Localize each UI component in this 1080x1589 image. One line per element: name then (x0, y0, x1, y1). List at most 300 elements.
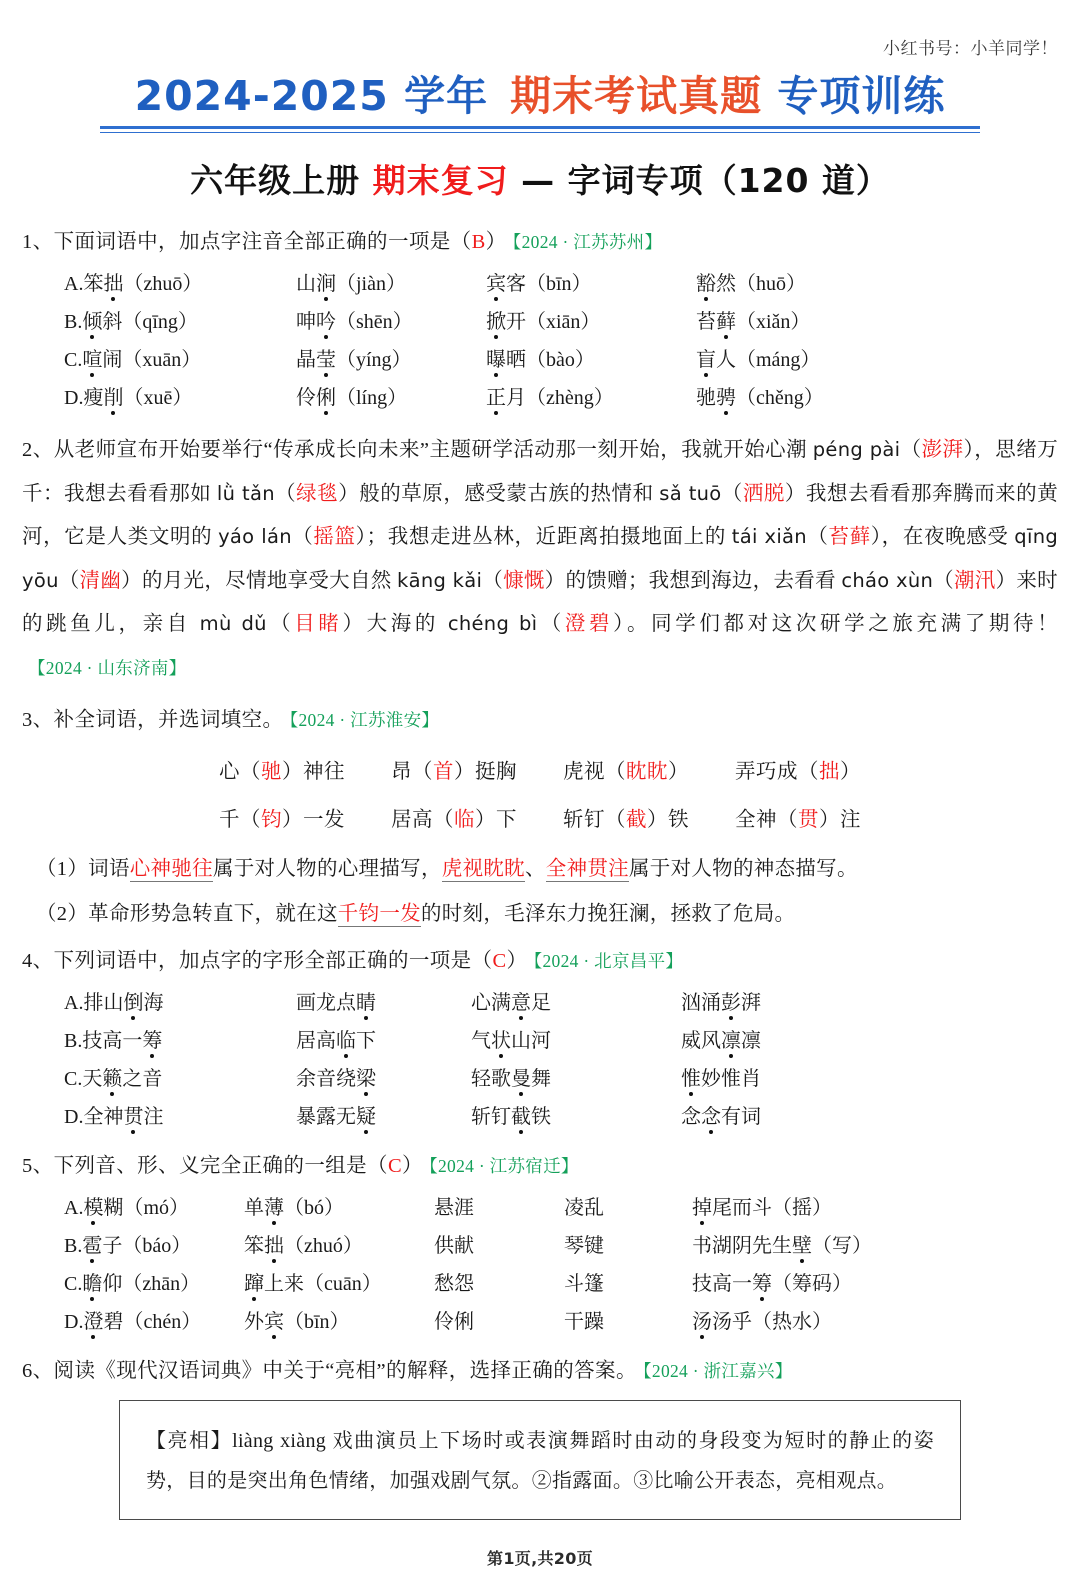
dotted-character: 掀 (486, 311, 506, 334)
option-cell (692, 1265, 1058, 1303)
question-4-stem (22, 945, 1058, 978)
pinyin-text: tái xiǎn (731, 525, 807, 549)
page-title (0, 73, 1080, 120)
option-cell (681, 1022, 1058, 1060)
question-6-stem (22, 1355, 1058, 1388)
option-cell (296, 984, 471, 1022)
dictionary-entry-box: 【亮相】liàng xiàng 戏曲演员上下场时或表演舞蹈时由动的身段变为短时的静止的姿势，目的是突出角色情绪，加强戏剧气氛。②指露面。③比喻公开表态，亮相观点。 (119, 1400, 961, 1520)
option-text: 笨 (244, 1235, 264, 1258)
pinyin-text: mù dǔ (199, 612, 267, 636)
option-cell (244, 1265, 434, 1303)
option-text: 干躁 (564, 1311, 604, 1334)
option-cell (471, 1098, 681, 1136)
dotted-character: 吟 (316, 311, 336, 334)
questions-container (0, 202, 1080, 1520)
filled-answer: 首 (433, 761, 454, 784)
question-6-source: 【2024 · 浙江嘉兴】 (642, 1361, 793, 1382)
option-text: （jiàn） (336, 273, 406, 296)
option-text: （yíng） (336, 349, 412, 372)
dotted-character: 蹿 (244, 1273, 264, 1296)
dotted-character: 临 (336, 1030, 356, 1053)
option-text: 山河 (511, 1030, 551, 1053)
filled-answer: 潮汛 (953, 569, 996, 592)
option-text: 人（máng） (716, 349, 821, 372)
pinyin-text: qīng yōu (22, 525, 1059, 592)
subtitle-review: 期末复习 (372, 161, 509, 201)
question-1-options (64, 265, 1058, 417)
question-4-number: 4、 (22, 949, 54, 972)
option-cell (64, 1265, 244, 1303)
option-text: （zhuó） (284, 1235, 363, 1258)
paragraph-text: （ (482, 569, 504, 592)
option-cell (64, 1022, 296, 1060)
paragraph-text: ）我想去看看那奔腾而来的黄河，它是人类文明的 (22, 482, 1059, 549)
dotted-character: 豁 (696, 273, 716, 296)
option-cell (471, 1060, 681, 1098)
dotted-character: 俐 (316, 387, 336, 410)
option-text: 斩钉 (471, 1106, 511, 1129)
paragraph-text: （ (806, 526, 829, 549)
idiom-text: 全神（ (735, 809, 798, 832)
idiom-text: 斩钉（ (563, 809, 626, 832)
dotted-character: 筹 (142, 1030, 163, 1053)
option-cell (486, 303, 696, 341)
option-label: D. (64, 387, 84, 410)
option-text: 瘦 (83, 387, 104, 410)
option-text: 开（xiān） (506, 311, 601, 334)
dotted-character: 壁 (792, 1235, 812, 1258)
idiom-item (735, 802, 861, 832)
option-cell (564, 1265, 692, 1303)
option-text: 苔 (696, 311, 716, 334)
option-cell (681, 1098, 1058, 1136)
option-text: （zhuō） (123, 273, 203, 296)
paragraph-text: ）的馈赠；我想到海边，去看看 (544, 569, 842, 592)
underlined-answer: 千钧一发 (337, 903, 421, 926)
question-5-answer: C (387, 1155, 403, 1178)
option-text: 晒（bào） (506, 349, 595, 372)
question-4-stem-tail: ） (506, 949, 528, 972)
option-text: 月（zhèng） (506, 387, 614, 410)
dotted-character: 拙 (103, 273, 124, 296)
option-text: 居高 (296, 1030, 336, 1053)
dotted-character: 念 (701, 1106, 721, 1129)
option-text: （líng） (336, 387, 408, 410)
filled-answer: 驰 (261, 761, 282, 784)
question-6-stem-text: 6、阅读《现代汉语词典》中关于“亮相”的解释，选择正确的答案。 (22, 1360, 637, 1383)
dotted-character: 拙 (264, 1235, 284, 1258)
idiom-text: ）神往 (282, 761, 345, 784)
dotted-character: 倒 (123, 992, 144, 1015)
paragraph-text: （ (721, 482, 743, 505)
option-cell (296, 341, 486, 379)
option-text: 威风 (681, 1030, 721, 1053)
option-text: 注 (143, 1106, 164, 1129)
question-1-answer: B (471, 231, 486, 254)
title-exam-part: 期末考试真题 (510, 72, 763, 120)
option-text: 汤乎（热水） (712, 1311, 832, 1334)
idiom-row (22, 793, 1058, 841)
option-text: 汹涌 (681, 992, 721, 1015)
option-text: 外 (244, 1311, 264, 1334)
idiom-text: ） (668, 761, 689, 784)
option-text: 客（bīn） (506, 273, 592, 296)
dotted-character: 掉 (692, 1197, 712, 1220)
option-text: 技高一 (692, 1273, 752, 1296)
dotted-character: 骋 (716, 387, 736, 410)
option-text: 山 (296, 273, 316, 296)
question-5-stem (22, 1150, 1058, 1183)
option-text: （筹码） (772, 1273, 852, 1296)
option-label: D. (64, 1106, 84, 1129)
question-3-source: 【2024 · 江苏淮安】 (289, 710, 440, 731)
underlined-answer: 全神贯注 (545, 858, 629, 881)
option-text: 愁怨 (434, 1273, 474, 1296)
pinyin-text: lǜ tǎn (216, 481, 275, 505)
option-text: 晶 (296, 349, 316, 372)
idiom-text: ）注 (819, 809, 861, 832)
option-label: B. (64, 1030, 83, 1053)
option-text: 书湖阴先生 (692, 1235, 792, 1258)
dotted-character: 模 (83, 1197, 104, 1220)
pinyin-text: chéng bì (447, 612, 538, 636)
option-text: 暴露无 (296, 1106, 356, 1129)
option-text: 妙惟肖 (701, 1068, 761, 1091)
option-cell (692, 1227, 1058, 1265)
question-1-stem-tail: ） (485, 231, 507, 254)
idiom-text: 心（ (219, 761, 261, 784)
option-text: 单 (244, 1197, 264, 1220)
option-cell (564, 1227, 692, 1265)
pinyin-text: cháo xùn (841, 568, 934, 592)
dotted-character: 贯 (123, 1106, 144, 1129)
option-text: 伶 (296, 387, 316, 410)
option-text: 琴键 (564, 1235, 604, 1258)
option-cell (696, 341, 1058, 379)
option-cell (696, 265, 1058, 303)
idiom-item (563, 802, 689, 832)
option-text: 凛 (741, 1030, 761, 1053)
option-text: 笨 (83, 273, 104, 296)
paragraph-text: 2、从老师宣布开始要举行“传承成长向未来”主题研学活动那一刻开始，我就开始心潮 (22, 439, 813, 462)
option-label: D. (64, 1311, 84, 1334)
option-text: 铁 (531, 1106, 551, 1129)
option-cell (64, 1303, 244, 1341)
paragraph-text: ）大海的 (342, 613, 448, 636)
option-text: 之音 (122, 1068, 163, 1091)
idiom-text: 弄巧成（ (735, 761, 819, 784)
subtitle-grade: 六年级上册 (190, 161, 361, 201)
title-block (0, 73, 1080, 202)
filled-answer: 截 (626, 809, 647, 832)
dotted-character: 意 (511, 992, 531, 1015)
paragraph-text: ）。同学们都对这次研学之旅充满了期待！ (613, 613, 1058, 636)
option-cell (64, 1098, 296, 1136)
option-cell (564, 1303, 692, 1341)
dotted-character: 睛 (356, 992, 376, 1015)
option-label: B. (64, 1235, 83, 1258)
option-cell (296, 379, 486, 417)
dotted-character: 削 (103, 387, 124, 410)
paragraph-text: （ (266, 613, 295, 636)
dotted-character: 喧 (82, 349, 103, 372)
option-cell (434, 1227, 564, 1265)
option-text: 凌乱 (564, 1197, 604, 1220)
option-text: 海 (143, 992, 164, 1015)
dotted-character: 梁 (356, 1068, 376, 1091)
option-cell (434, 1189, 564, 1227)
option-cell (296, 265, 486, 303)
question-4-stem-text: 下列词语中，加点字的字形全部正确的一项是（ (53, 949, 493, 972)
question-2 (22, 429, 1058, 690)
dotted-character: 雹 (82, 1235, 103, 1258)
sub-question-text: 属于对人物的心理描写， (212, 858, 442, 881)
filled-answer: 慷慨 (503, 569, 545, 592)
question-source: 【2024 · 山东济南】 (28, 657, 187, 678)
option-text: 碧（chén） (103, 1311, 202, 1334)
dotted-character: 正 (486, 387, 506, 410)
option-cell (64, 1060, 296, 1098)
underlined-answer: 心神驰往 (129, 858, 213, 881)
page-subtitle (0, 155, 1080, 202)
sub-question-text: 属于对人物的神态描写。 (628, 858, 858, 881)
pinyin-text: péng pài (812, 438, 901, 462)
title-year-part: 2024-2025 学年 (134, 72, 489, 120)
option-text: （xiǎn） (736, 311, 811, 334)
question-3-subquestions (22, 853, 1058, 931)
idiom-text: ）一发 (282, 809, 345, 832)
sub-question-text: 、 (524, 858, 546, 881)
option-cell (692, 1303, 1058, 1341)
option-label: A. (64, 992, 84, 1015)
option-cell (486, 341, 696, 379)
option-label: A. (64, 273, 84, 296)
question-4-source: 【2024 · 北京昌平】 (533, 950, 684, 971)
filled-answer: 澄碧 (564, 613, 614, 636)
filled-answer: 贯 (798, 809, 819, 832)
option-text: 下 (356, 1030, 376, 1053)
option-text: 子（báo） (102, 1235, 192, 1258)
idiom-text: 昂（ (391, 761, 433, 784)
option-label: A. (64, 1197, 84, 1220)
option-cell (244, 1227, 434, 1265)
dotted-character: 惟 (681, 1068, 701, 1091)
social-handle-note: 小红书号：小羊同学！ (883, 39, 1058, 59)
paragraph-text: （ (58, 569, 80, 592)
paragraph-text: ）般的草原，感受蒙古族的热情和 (338, 482, 660, 505)
question-1-stem-text: 下面词语中，加点字注音全部正确的一项是（ (53, 231, 472, 254)
filled-answer: 临 (454, 809, 475, 832)
option-cell (64, 303, 296, 341)
option-label: C. (64, 1273, 83, 1296)
question-1 (22, 226, 1058, 417)
option-cell (564, 1189, 692, 1227)
paragraph-text: （ (291, 526, 314, 549)
option-text: 足 (531, 992, 551, 1015)
option-text: （chěng） (736, 387, 824, 410)
option-text: （写） (812, 1235, 872, 1258)
option-text: （bó） (284, 1197, 344, 1220)
question-5-stem-tail: ） (402, 1155, 423, 1178)
page-footer: 第1页,共20页 (487, 1549, 593, 1569)
dotted-character: 截 (511, 1106, 531, 1129)
idiom-text: ） (840, 761, 861, 784)
pinyin-text: yáo lán (218, 525, 292, 549)
dotted-character: 涧 (316, 273, 336, 296)
option-cell (296, 1022, 471, 1060)
idiom-text: 虎视（ (563, 761, 626, 784)
dotted-character: 宾 (264, 1311, 284, 1334)
option-text: 驰 (696, 387, 716, 410)
option-label: C. (64, 349, 83, 372)
paragraph-text: （ (900, 439, 922, 462)
idiom-row (22, 745, 1058, 793)
paragraph-text: （ (933, 569, 954, 592)
option-text: 念 (681, 1106, 701, 1129)
question-3 (22, 704, 1058, 931)
option-cell (696, 303, 1058, 341)
subtitle-topic: 字词专项（120 道） (567, 161, 890, 201)
option-label: B. (64, 311, 83, 334)
option-text: 全神 (83, 1106, 124, 1129)
option-text: 斗篷 (564, 1273, 604, 1296)
paragraph-text: （ (274, 482, 297, 505)
option-cell (434, 1265, 564, 1303)
option-text: 有词 (721, 1106, 761, 1129)
idiom-item (219, 754, 345, 784)
option-text: 湃 (741, 992, 761, 1015)
question-5-options (64, 1189, 1058, 1341)
question-3-stem-text: 3、补全词语，并选词填空。 (22, 709, 284, 732)
dotted-character: 莹 (316, 349, 336, 372)
option-cell (64, 265, 296, 303)
sub-question-text: 的时刻，毛泽东力挽狂澜，拯救了危局。 (420, 903, 796, 926)
idiom-item (219, 802, 345, 832)
sub-question-text: （1）词语 (36, 858, 130, 881)
underlined-answer: 虎视眈眈 (441, 858, 525, 881)
question-1-stem (22, 226, 1058, 259)
question-2-paragraph (22, 429, 1058, 690)
dotted-character: 澄 (83, 1311, 104, 1334)
dotted-character: 凛 (721, 1030, 741, 1053)
filled-answer: 目睹 (294, 613, 343, 636)
filled-answer: 绿毯 (296, 482, 339, 505)
option-text: 伶俐 (434, 1311, 474, 1334)
dotted-character: 筹 (752, 1273, 772, 1296)
dotted-character: 瞻 (82, 1273, 103, 1296)
dotted-character: 薄 (264, 1197, 284, 1220)
option-cell (471, 1022, 681, 1060)
filled-answer: 苔藓 (828, 526, 871, 549)
sub-question-text: （2）革命形势急转直下，就在这 (36, 903, 338, 926)
question-4-answer: C (492, 949, 507, 972)
idiom-item (391, 802, 517, 832)
option-cell (244, 1189, 434, 1227)
paragraph-text: ）的月光，尽情地享受大自然 (121, 569, 397, 592)
option-cell (486, 265, 696, 303)
option-cell (64, 379, 296, 417)
paragraph-text: ）；我想走进丛林，近距离拍摄地面上的 (355, 526, 732, 549)
question-1-number: 1、 (22, 231, 54, 254)
option-text: （shēn） (336, 311, 413, 334)
filled-answer: 洒脱 (742, 482, 785, 505)
question-1-source: 【2024 · 江苏苏州】 (512, 232, 663, 253)
idiom-item (391, 754, 517, 784)
option-text: 上来（cuān） (264, 1273, 382, 1296)
option-text: 技高一 (82, 1030, 143, 1053)
option-cell (471, 984, 681, 1022)
question-5-number: 5、 (22, 1155, 54, 1178)
title-training-part: 专项训练 (777, 72, 946, 120)
option-text: 气 (471, 1030, 491, 1053)
option-text: 悬涯 (434, 1197, 474, 1220)
question-5-stem-text: 下列音、形、义完全正确的一组是（ (53, 1155, 388, 1178)
option-text: 呻 (296, 311, 316, 334)
option-text: 画龙点 (296, 992, 356, 1015)
filled-answer: 拙 (819, 761, 840, 784)
question-3-word-rows (22, 745, 1058, 841)
paragraph-text: ），在夜晚感受 (870, 526, 1015, 549)
idiom-text: ）下 (475, 809, 517, 832)
option-text: 余音绕 (296, 1068, 356, 1091)
option-text: 供献 (434, 1235, 474, 1258)
idiom-item (563, 754, 689, 784)
dotted-character: 曝 (486, 349, 506, 372)
option-text: 闹（xuān） (102, 349, 202, 372)
option-cell (296, 1098, 471, 1136)
subtitle-dash: — (521, 161, 556, 201)
idiom-text: ）铁 (647, 809, 689, 832)
option-label: C. (64, 1068, 83, 1091)
option-cell (486, 379, 696, 417)
title-divider (100, 126, 980, 133)
sub-question (36, 898, 1058, 931)
pinyin-text: kāng kǎi (397, 568, 483, 592)
question-5-source: 【2024 · 江苏宿迁】 (428, 1156, 579, 1177)
option-text: 仰（zhān） (102, 1273, 201, 1296)
option-text: 糊（mó） (103, 1197, 190, 1220)
idiom-text: 千（ (219, 809, 261, 832)
dotted-character: 盲 (696, 349, 716, 372)
dotted-character: 籁 (102, 1068, 123, 1091)
option-cell (692, 1189, 1058, 1227)
idiom-text: ）挺胸 (454, 761, 517, 784)
option-cell (696, 379, 1058, 417)
sub-question (36, 853, 1058, 886)
filled-answer: 澎湃 (921, 439, 964, 462)
option-cell (64, 1227, 244, 1265)
idiom-text: 居高（ (391, 809, 454, 832)
dotted-character: 疑 (356, 1106, 376, 1129)
dotted-character: 藓 (716, 311, 736, 334)
question-6 (22, 1355, 1058, 1520)
option-cell (64, 984, 296, 1022)
question-5 (22, 1150, 1058, 1341)
filled-answer: 眈眈 (626, 761, 668, 784)
option-text: （bīn） (284, 1311, 350, 1334)
option-cell (64, 1189, 244, 1227)
question-4-options (64, 984, 1058, 1136)
dotted-character: 状 (491, 1030, 511, 1053)
question-3-stem (22, 704, 1058, 737)
filled-answer: 钧 (261, 809, 282, 832)
option-cell (434, 1303, 564, 1341)
question-4 (22, 945, 1058, 1136)
option-text: （xuē） (123, 387, 193, 410)
option-cell (296, 303, 486, 341)
option-text: 天 (82, 1068, 103, 1091)
option-text: 排山 (83, 992, 124, 1015)
